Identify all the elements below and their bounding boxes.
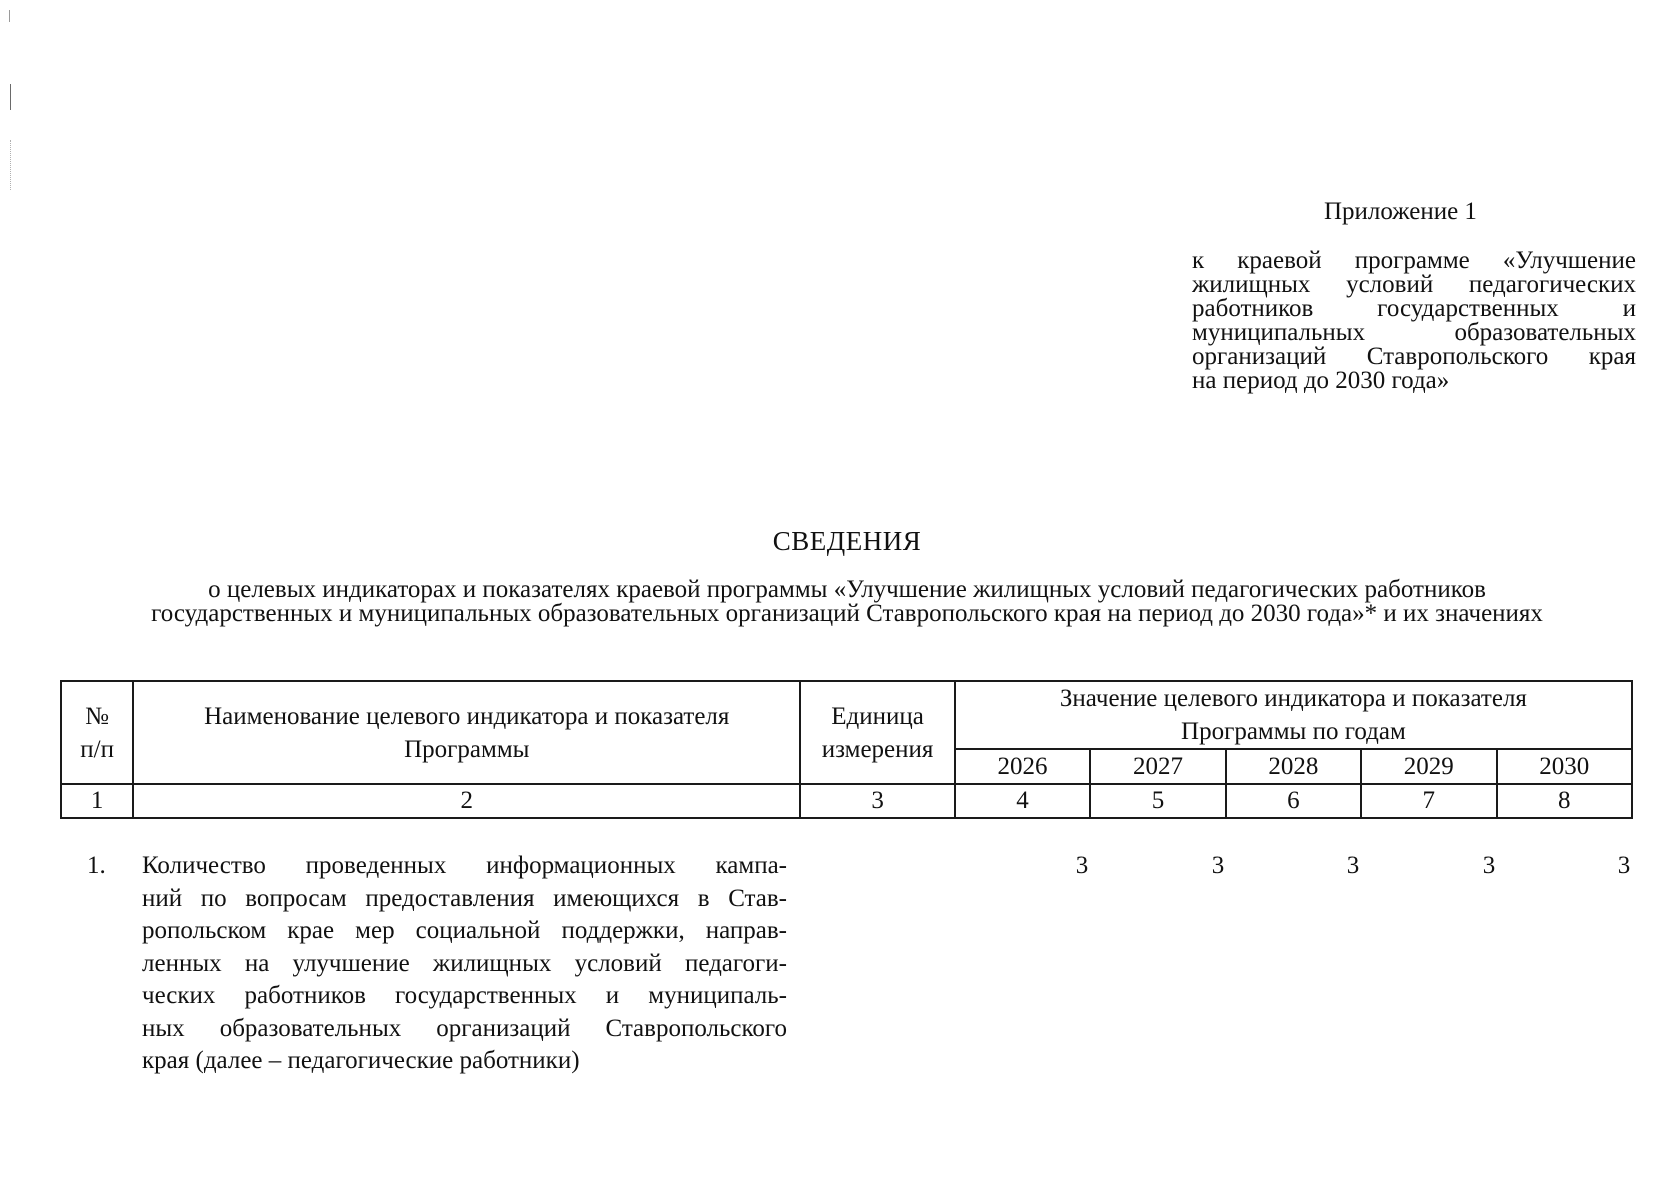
value-2027: 3 xyxy=(1211,852,1225,879)
column-number: 8 xyxy=(1497,784,1633,818)
appendix-line: жилищных условий педагогических xyxy=(1192,271,1636,298)
appendix-line: работников государственных и xyxy=(1192,295,1636,322)
column-number: 2 xyxy=(133,784,800,818)
header-year: 2030 xyxy=(1497,749,1633,784)
header-year: 2026 xyxy=(955,749,1090,784)
scan-mark xyxy=(10,140,12,190)
indicator-name-line: ных образовательных организаций Ставропольского xyxy=(142,1014,787,1042)
column-number: 4 xyxy=(955,784,1090,818)
indicator-name-line: Количество проведенных информационных кампа- xyxy=(142,852,787,879)
value-2029: 3 xyxy=(1482,852,1496,879)
subtitle-line: о целевых индикаторах и показателях краевой программы «Улучшение жилищных условий педагогических работников xyxy=(208,576,1486,603)
row-number: 1. xyxy=(87,852,106,879)
indicators-table-header xyxy=(60,680,1633,819)
header-year: 2029 xyxy=(1361,749,1496,784)
column-number: 6 xyxy=(1226,784,1361,818)
indicator-name xyxy=(142,850,787,1078)
indicator-name-line: ний по вопросам предоставления имеющихся в Став- xyxy=(142,884,787,912)
scan-artifacts xyxy=(8,0,12,200)
indicator-name-line: ческих работников государственных и муниципаль- xyxy=(142,982,787,1009)
appendix-line: муниципальных образовательных xyxy=(1192,319,1636,346)
appendix-title: Приложение 1 xyxy=(1324,198,1477,225)
document-title: СВЕДЕНИЯ xyxy=(772,526,922,556)
value-2026: 3 xyxy=(1075,852,1089,879)
scan-mark xyxy=(9,10,10,22)
header-year: 2028 xyxy=(1226,749,1361,784)
header-year: 2027 xyxy=(1090,749,1225,784)
value-2028: 3 xyxy=(1346,852,1360,879)
subtitle-line: государственных и муниципальных образовательных организаций Ставропольского края на период до 2030 года»* и их значениях xyxy=(151,600,1543,627)
column-number: 5 xyxy=(1090,784,1225,818)
appendix-line: организаций Ставропольского края xyxy=(1192,343,1636,370)
column-number: 1 xyxy=(61,784,133,818)
indicator-name-line: края (далее – педагогические работники) xyxy=(142,1047,580,1074)
header-unit: Единица измерения xyxy=(800,681,954,784)
header-values-group: Значение целевого индикатора и показателя Программы по годам xyxy=(955,681,1632,749)
header-name: Наименование целевого индикатора и показателя Программы xyxy=(133,681,800,784)
column-number: 7 xyxy=(1361,784,1496,818)
document-subtitle xyxy=(60,578,1634,626)
header-number: № п/п xyxy=(61,681,133,784)
appendix-line: на период до 2030 года» xyxy=(1192,367,1450,394)
scan-mark xyxy=(10,84,11,110)
indicator-name-line: ропольском крае мер социальной поддержки, направ- xyxy=(142,917,787,944)
appendix-line: к краевой программе «Улучшение xyxy=(1192,247,1636,274)
value-2030: 3 xyxy=(1617,852,1631,879)
appendix-reference xyxy=(1192,249,1636,393)
column-number: 3 xyxy=(800,784,954,818)
table-row xyxy=(60,850,1633,1090)
indicator-name-line: ленных на улучшение жилищных условий педагоги- xyxy=(142,949,787,977)
